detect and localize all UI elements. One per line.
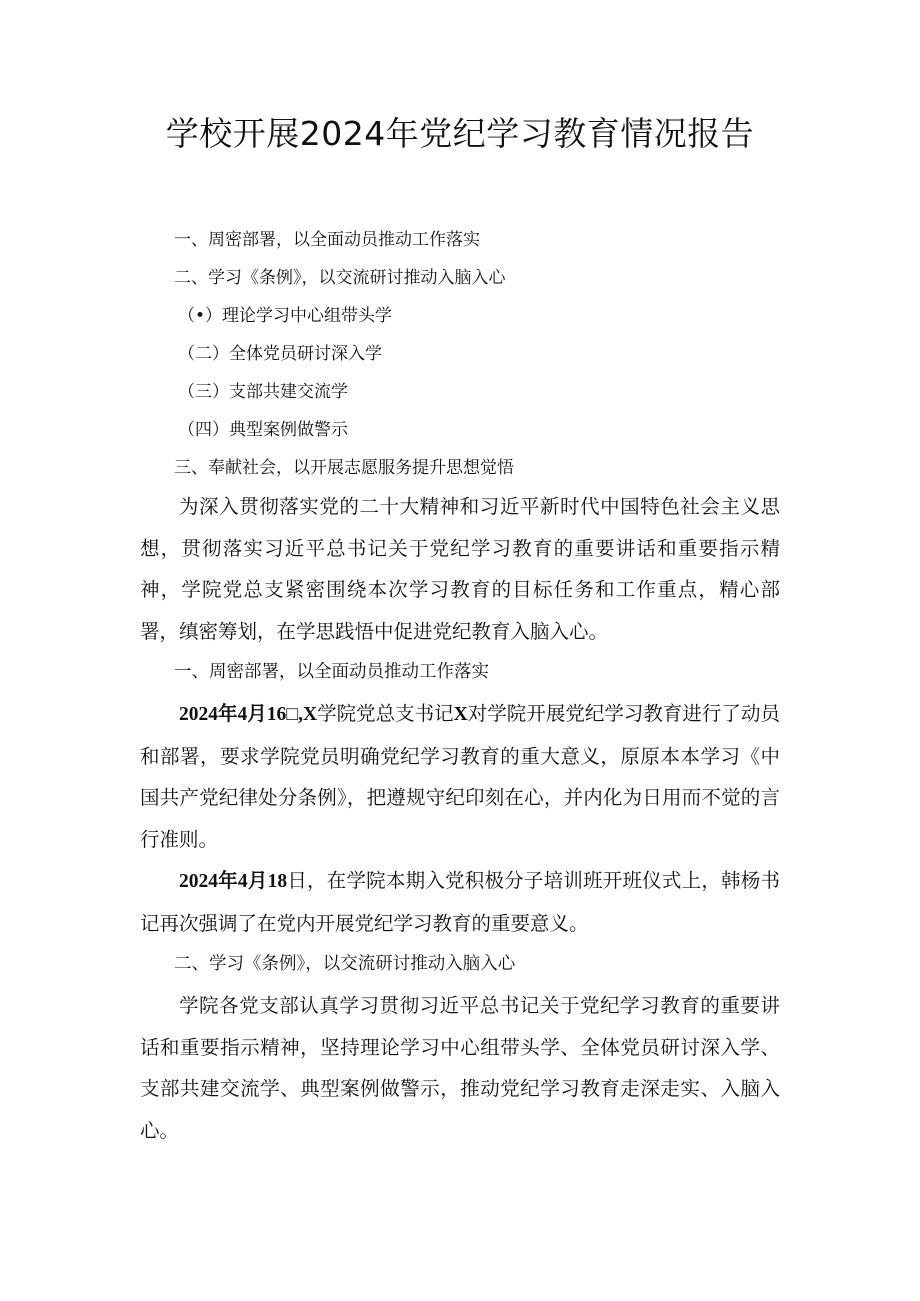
- section-1-paragraph-2: [140, 860, 780, 944]
- outline-item-7: 三、奉献社会，以开展志愿服务提升思想觉悟: [174, 458, 514, 478]
- outline-item-6: （四）典型案例做警示: [178, 420, 348, 440]
- outline-item-2: 二、学习《条例》，以交流研讨推动入脑入心: [174, 268, 506, 288]
- section-1-heading: 一、周密部署，以全面动员推动工作落实: [174, 662, 489, 682]
- outline-item-4: （二）全体党员研讨深入学: [178, 344, 382, 364]
- section-2-heading: 二、学习《条例》，以交流研讨推动入脑入心: [174, 954, 516, 974]
- outline-item-5: （三）支部共建交流学: [178, 382, 348, 402]
- date-text: 2024年4月18: [179, 871, 288, 892]
- outline-list: [174, 221, 814, 487]
- outline-item-3: （•）理论学习中心组带头学: [178, 306, 393, 326]
- paragraph-text: 学院党总支书记: [317, 702, 454, 725]
- date-text: 2024年4月16□,X: [179, 704, 318, 725]
- redacted-mark: X: [453, 704, 468, 725]
- section-1-paragraph-1: [140, 693, 780, 860]
- document-title: 学校开展2024年党纪学习教育情况报告: [165, 114, 755, 153]
- intro-paragraph: 为深入贯彻落实党的二十大精神和习近平新时代中国特色社会主义思想，贯彻落实习近平总书记关于党纪学习教育的重要讲话和重要指示精神，学院党总支紧密围绕本次学习教育的目标任务和工作重点，精心部署，缜密筹划，在学思践悟中促进党纪教育入脑入心。: [140, 495, 780, 643]
- paragraph-text: 对学院开展党纪学习教育进行了动员和部署，要求学院党员明确党纪学习教育的重大意义，原原本本学习《中国共产党纪律处分条例》，把遵规守纪印刻在心，并内化为日用而不觉的言行准则。: [140, 702, 780, 851]
- document-body: [140, 486, 780, 1151]
- section-2-paragraph-1: 学院各党支部认真学习贯彻习近平总书记关于党纪学习教育的重要讲话和重要指示精神，坚持理论学习中心组带头学、全体党员研讨深入学、支部共建交流学、典型案例做警示，推动党纪学习教育走深走实、入脑入心。: [140, 994, 780, 1142]
- paragraph-text: 日，在学院本期入党积极分子培训班开班仪式上，韩杨书记再次强调了在党内开展党纪学习教育的重要意义。: [140, 869, 780, 935]
- outline-item-1: 一、周密部署，以全面动员推动工作落实: [174, 230, 480, 250]
